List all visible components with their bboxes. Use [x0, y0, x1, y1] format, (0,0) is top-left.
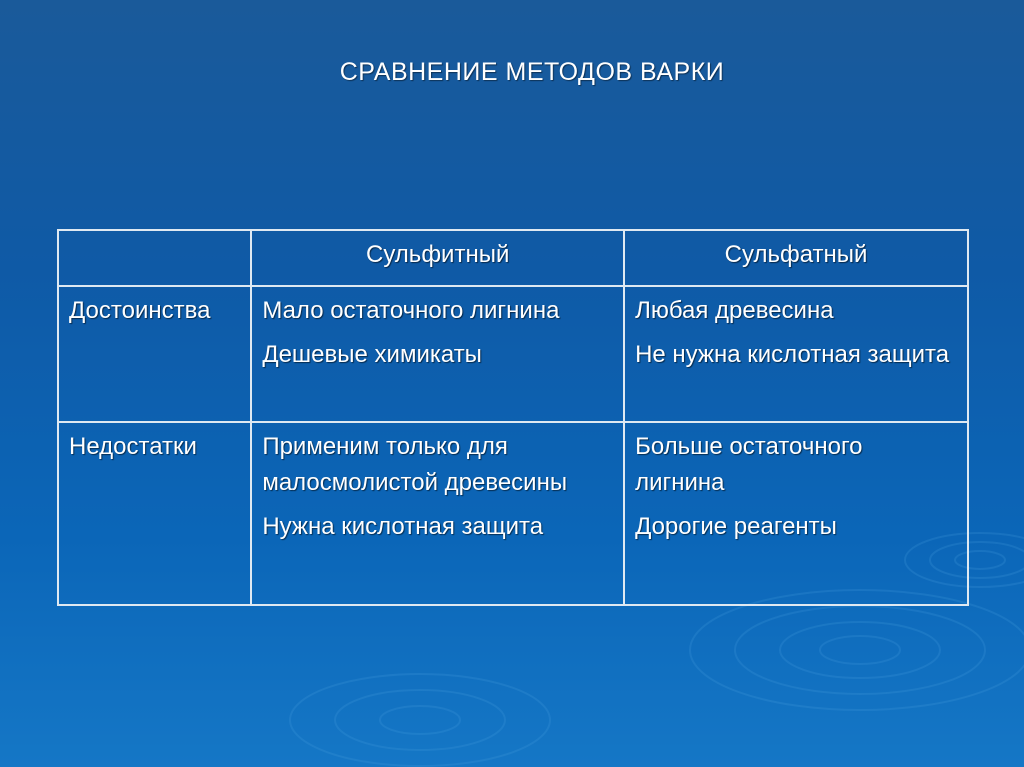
slide-title: СРАВНЕНИЕ МЕТОДОВ ВАРКИ: [339, 58, 725, 86]
list-item: Дорогие реагенты: [635, 513, 837, 540]
cell-disadvantages-sulfite: [251, 422, 624, 605]
cell-advantages-sulfate: [624, 286, 968, 422]
list-item: Нужна кислотная защита: [262, 513, 544, 540]
table-header-row: [58, 230, 968, 286]
row-label-disadvantages: Недостатки: [58, 422, 251, 605]
comparison-table: [57, 229, 969, 606]
table-row-advantages: [58, 286, 968, 422]
list-item: Дешевые химикаты: [262, 341, 482, 368]
list-item: Не нужна кислотная защита: [635, 341, 950, 368]
list-item: Любая древесина: [635, 297, 834, 324]
list-item: Применим только для малосмолистой древесины: [262, 433, 568, 496]
table-row-disadvantages: [58, 422, 968, 605]
cell-advantages-sulfite: [251, 286, 624, 422]
row-label-advantages: Достоинства: [58, 286, 251, 422]
list-item: Больше остаточного лигнина: [635, 433, 863, 496]
header-sulfite: Сульфитный: [251, 230, 624, 286]
header-sulfate: Сульфатный: [624, 230, 968, 286]
cell-disadvantages-sulfate: [624, 422, 968, 605]
header-empty-cell: [58, 230, 251, 286]
list-item: Мало остаточного лигнина: [262, 297, 560, 324]
